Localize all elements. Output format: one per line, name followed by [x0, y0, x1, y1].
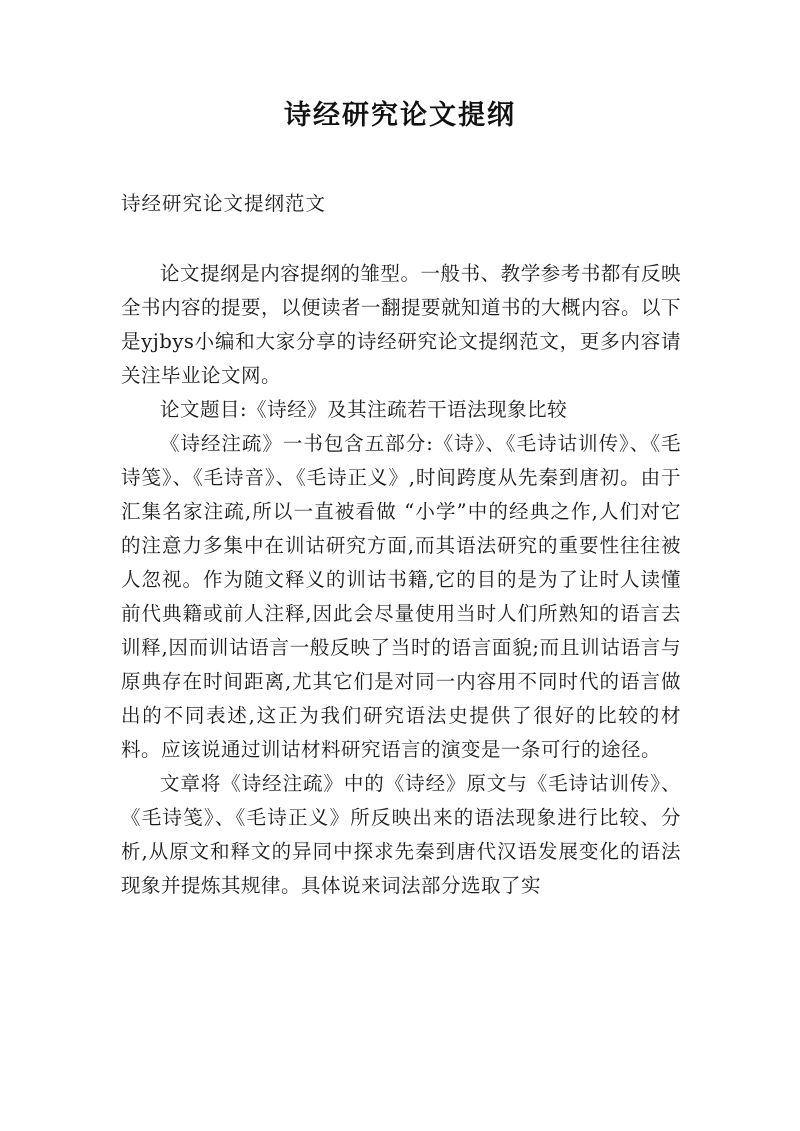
document-body — [121, 257, 681, 903]
document-subtitle: 诗经研究论文提纲范文 — [121, 192, 327, 215]
paragraph-background: 《诗经注疏》一书包含五部分:《诗》、《毛诗诂训传》、《毛诗笺》、《毛诗音》、《毛诗正义》,时间跨度从先秦到唐初。由于汇集名家注疏,所以一直被看做 “小学”中的经典之作,人们对它的注意力多集中在训诂研究方面,而其语法研究的重要性往往被人忽视。作为随文释义的训诂书籍,它的目的是为了让时人读懂前代典籍或前人注释,因此会尽量使用当时人们所熟知的语言去训释,因而训诂语言一般反映了当时的语言面貌;而且训诂语言与原典存在时间距离,尤其它们是对同一内容用不同时代的语言做出的不同表述,这正为我们研究语法史提供了很好的比较的材料。应该说通过训诂材料研究语言的演变是一条可行的途径。 — [121, 432, 681, 761]
paragraph-thesis-title: 论文题目:《诗经》及其注疏若干语法现象比较 — [160, 398, 568, 421]
paragraph-method: 文章将《诗经注疏》中的《诗经》原文与《毛诗诂训传》、《毛诗笺》、《毛诗正义》所反映出来的语法现象进行比较、分析,从原文和释文的异同中探求先秦到唐代汉语发展变化的语法现象并提炼其规律。具体说来词法部分选取了实 — [121, 772, 681, 897]
paragraph-intro: 论文提纲是内容提纲的雏型。一般书、教学参考书都有反映全书内容的提要，以便读者一翻提要就知道书的大概内容。以下是yjbys小编和大家分享的诗经研究论文提纲范文，更多内容请关注毕业论文网。 — [121, 262, 682, 387]
document-title: 诗经研究论文提纲 — [284, 100, 516, 131]
